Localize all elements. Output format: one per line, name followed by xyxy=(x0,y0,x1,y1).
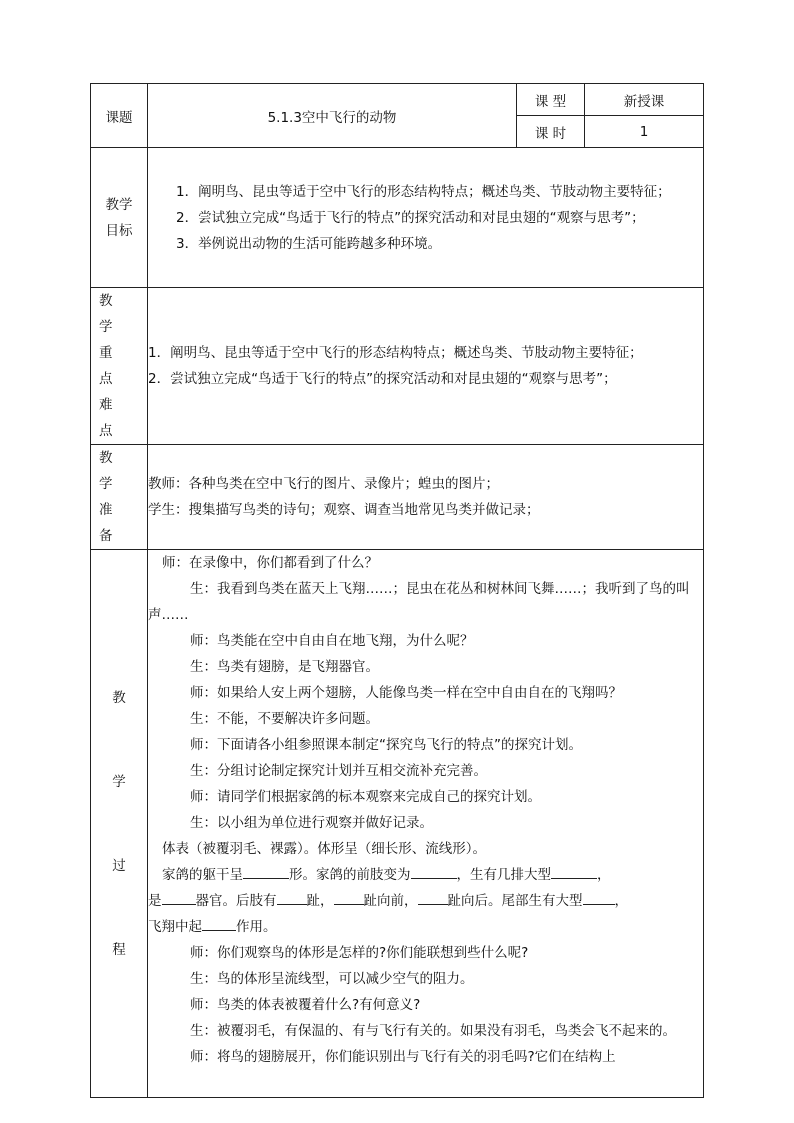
goals-content xyxy=(148,148,704,288)
dialogue-line: 生：分组讨论制定探究计划并互相交流补充完善。 xyxy=(190,763,487,779)
dialogue-line: 师：你们观察鸟的体形是怎样的?你们能联想到些什么呢? xyxy=(190,945,529,961)
type-label-cell xyxy=(517,84,585,116)
hours-value-cell xyxy=(585,116,704,148)
key-points-label-cell xyxy=(91,288,148,445)
key-point-item: 1．阐明鸟、昆虫等适于空中飞行的形态结构特点；概述鸟类、节肢动物主要特征； xyxy=(148,345,643,361)
dialogue-line: 生：被覆羽毛，有保温的、有与飞行有关的。如果没有羽毛，鸟类会飞不起来的。 xyxy=(190,1023,676,1039)
dialogue-line: 师：在录像中，你们都看到了什么？ xyxy=(162,555,378,571)
dialogue-line: 师：将鸟的翅膀展开，你们能识别出与飞行有关的羽毛吗?它们在结构上 xyxy=(190,1049,616,1065)
topic-label: 课题 xyxy=(105,109,133,126)
dialogue-line: 师：请同学们根据家鸽的标本观察来完成自己的探究计划。 xyxy=(190,789,541,805)
blank xyxy=(277,889,307,905)
prep-label: 教 学 准 备 xyxy=(99,450,121,544)
fill-blank-line: 家鸽的躯干呈 形。家鸽的前肢变为 ，生有几排大型 ， xyxy=(148,862,703,888)
topic-cell xyxy=(148,84,517,148)
type-value: 新授课 xyxy=(623,93,665,110)
dialogue-line: 生：我看到鸟类在蓝天上飞翔……；昆虫在花丛和树林间飞舞……；我听到了鸟的叫声…… xyxy=(148,581,690,623)
blank xyxy=(411,863,457,879)
blank xyxy=(334,889,364,905)
fill-blank-line: 飞翔中起 作用。 xyxy=(148,914,703,940)
goals-label-cell xyxy=(91,148,148,288)
process-label-cell xyxy=(91,550,148,1098)
blank xyxy=(162,889,196,905)
prep-label-cell xyxy=(91,445,148,550)
topic-label-cell xyxy=(91,84,148,148)
key-points-content xyxy=(148,288,704,445)
observation-line: 体表（被覆羽毛、裸露）。体形呈（细长形、流线形）。 xyxy=(162,841,486,857)
process-label: 教 学 过 程 xyxy=(112,689,126,958)
goal-item: 1．阐明鸟、昆虫等适于空中飞行的形态结构特点；概述鸟类、节肢动物主要特征； xyxy=(176,183,671,200)
hours-label: 课 时 xyxy=(534,125,567,142)
type-label: 课 型 xyxy=(534,93,567,110)
prep-student: 学生：搜集描写鸟类的诗句；观察、调查当地常见鸟类并做记录； xyxy=(148,502,540,518)
blank xyxy=(418,889,448,905)
blank xyxy=(583,889,615,905)
dialogue-line: 生：以小组为单位进行观察并做好记录。 xyxy=(190,815,433,831)
type-value-cell xyxy=(585,84,704,116)
goal-item: 2．尝试独立完成“鸟适于飞行的特点”的探究活动和对昆虫翅的“观察与思考”； xyxy=(176,209,645,226)
prep-teacher: 教师：各种鸟类在空中飞行的图片、录像片；蝗虫的图片； xyxy=(148,476,499,492)
process-content xyxy=(148,550,704,1098)
topic-title: 5.1.3空中飞行的动物 xyxy=(267,109,397,126)
hours-label-cell xyxy=(517,116,585,148)
dialogue-line: 师：鸟类能在空中自由自在地飞翔，为什么呢？ xyxy=(190,633,474,649)
blank xyxy=(551,863,597,879)
dialogue-line: 生：不能，不要解决许多问题。 xyxy=(190,711,379,727)
key-points-label: 教 学 重 点 难 点 xyxy=(99,293,121,439)
key-point-item: 2．尝试独立完成“鸟适于飞行的特点”的探究活动和对昆虫翅的“观察与思考”； xyxy=(148,371,617,387)
dialogue-line: 师：下面请各小组参照课本制定“探究鸟飞行的特点”的探究计划。 xyxy=(190,737,582,753)
lesson-plan-table xyxy=(90,83,704,1098)
goal-item: 3．举例说出动物的生活可能跨越多种环境。 xyxy=(176,235,442,252)
dialogue-line: 生：鸟类有翅膀，是飞翔器官。 xyxy=(190,659,379,675)
dialogue-line: 师：鸟类的体表被覆着什么?有何意义? xyxy=(190,997,421,1013)
goals-label: 教学 目标 xyxy=(105,196,133,239)
blank xyxy=(202,915,236,931)
hours-value: 1 xyxy=(639,123,649,140)
dialogue-line: 师：如果给人安上两个翅膀，人能像鸟类一样在空中自由自在的飞翔吗？ xyxy=(190,685,622,701)
prep-content xyxy=(148,445,704,550)
dialogue-line: 生：鸟的体形呈流线型，可以减少空气的阻力。 xyxy=(190,971,474,987)
fill-blank-line: 是 器官。后肢有 趾， 趾向前， 趾向后。尾部生有大型 ， xyxy=(148,888,703,914)
blank xyxy=(243,863,289,879)
